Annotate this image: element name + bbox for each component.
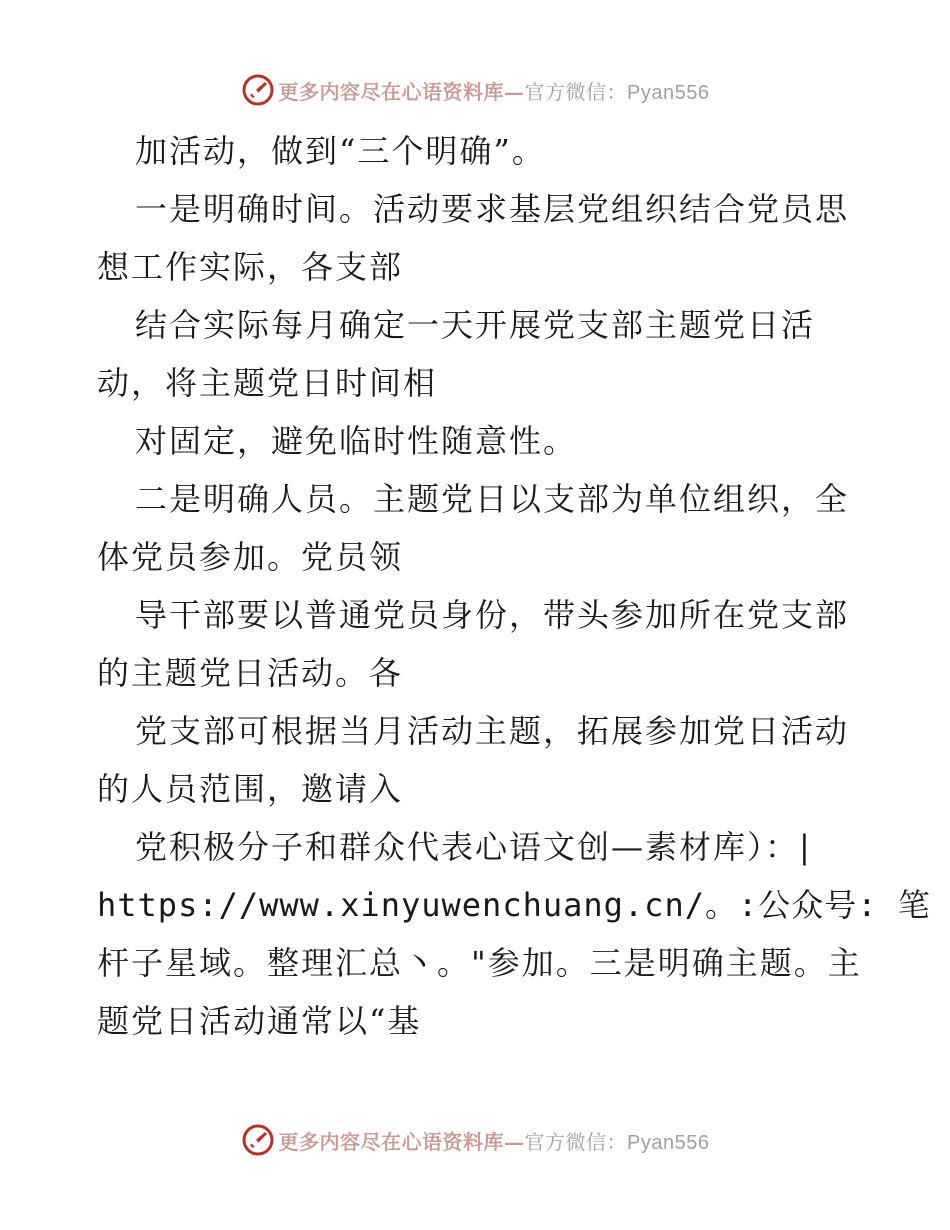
banner-wechat-id: Pyan556	[627, 81, 710, 104]
header-banner	[0, 70, 950, 110]
body-line: 导干部要以普通党员身份，带头参加所在党支部	[135, 596, 850, 634]
body-line: 体党员参加。党员领	[97, 538, 404, 576]
banner-wechat-label: 官方微信：	[524, 79, 628, 104]
body-line: 的主题党日活动。各	[97, 654, 404, 692]
body-line: 对固定，避免临时性随意性。	[135, 422, 578, 460]
body-line: 想工作实际，各支部	[97, 248, 404, 286]
body-line: 党支部可根据当月活动主题，拓展参加党日活动	[135, 712, 850, 750]
body-line: 二是明确人员。主题党日以支部为单位组织，全	[135, 480, 850, 518]
banner-dash: —	[504, 79, 525, 104]
body-line: 党积极分子和群众代表心语文创—素材库）：|	[135, 828, 812, 866]
banner-wechat-label: 官方微信：	[524, 1129, 628, 1154]
banner-text	[279, 76, 710, 105]
banner-main-text: 更多内容尽在心语资料库	[278, 1129, 505, 1154]
body-line: 动，将主题党日时间相	[97, 364, 438, 402]
brand-logo-icon	[241, 73, 275, 107]
body-line: 杆子星域。整理汇总丶。"参加。三是明确主题。主	[97, 944, 862, 982]
document-body	[97, 122, 931, 1050]
brand-logo-icon	[241, 1123, 275, 1157]
banner-dash: —	[504, 1129, 525, 1154]
body-line: 题党日活动通常以“基	[97, 1002, 422, 1040]
body-line-url: https://www.xinyuwenchuang.cn/。:公众号: 笔	[97, 886, 931, 924]
body-line: 一是明确时间。活动要求基层党组织结合党员思	[135, 190, 850, 228]
banner-wechat-id: Pyan556	[627, 1131, 710, 1154]
banner-main-text: 更多内容尽在心语资料库	[278, 79, 505, 104]
footer-banner	[0, 1120, 950, 1160]
banner-text	[279, 1126, 710, 1155]
body-line: 加活动，做到“三个明确”。	[135, 132, 546, 170]
body-line: 结合实际每月确定一天开展党支部主题党日活	[135, 306, 816, 344]
body-line: 的人员范围，邀请入	[97, 770, 404, 808]
